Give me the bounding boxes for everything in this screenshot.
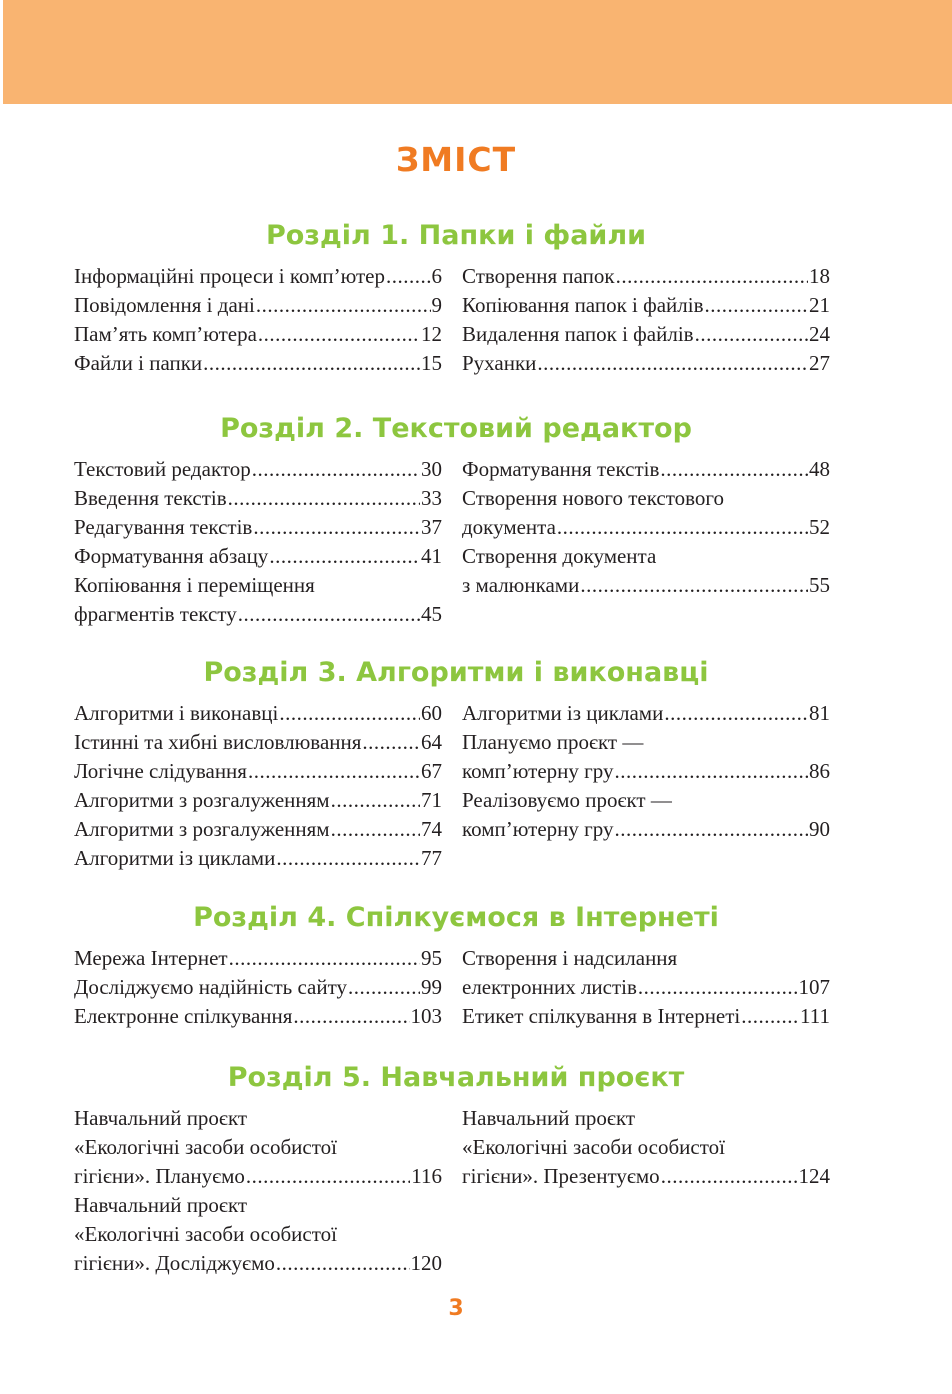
toc-entry-title-line: Навчальний проєкт	[74, 1106, 248, 1130]
toc-entry[interactable]	[462, 455, 830, 484]
toc-entry[interactable]	[74, 571, 442, 629]
dot-leader	[557, 513, 808, 542]
toc-entry-row	[462, 699, 830, 728]
toc-entry-row	[74, 484, 442, 513]
toc-entry-row	[74, 291, 442, 320]
toc-entry-row	[462, 349, 830, 378]
toc-column-right	[462, 455, 830, 600]
toc-entry-row	[74, 699, 442, 728]
dot-leader	[258, 320, 420, 349]
toc-column-right	[462, 262, 830, 378]
dot-leader	[537, 349, 808, 378]
toc-entry-row	[74, 786, 442, 815]
toc-entry-row	[462, 815, 830, 844]
dot-leader	[386, 262, 430, 291]
toc-entry-title: Видалення папок і файлів	[462, 322, 694, 346]
header-band	[3, 0, 952, 104]
toc-entry-page: 18	[809, 264, 830, 288]
toc-entry-title: Істинні та хибні висловлювання	[74, 730, 362, 754]
dot-leader	[661, 1162, 798, 1191]
toc-entry[interactable]	[462, 944, 830, 1002]
toc-entry[interactable]	[74, 1191, 442, 1278]
toc-entry-row	[74, 320, 442, 349]
toc-entry[interactable]	[74, 349, 442, 378]
toc-entry-row	[74, 1162, 442, 1191]
toc-entry-title-line: Навчальний проєкт	[74, 1193, 248, 1217]
toc-entry[interactable]	[462, 542, 830, 600]
dot-leader	[246, 1162, 410, 1191]
toc-entry-title-line: Реалізовуємо проєкт —	[462, 788, 672, 812]
toc-entry-title: Форматування текстів	[462, 457, 660, 481]
toc-entry-row	[74, 1002, 442, 1031]
toc-entry[interactable]	[462, 1002, 830, 1031]
toc-entry-row	[74, 455, 442, 484]
toc-entry-page: 55	[809, 573, 830, 597]
dot-leader	[276, 844, 420, 873]
toc-entry-page: 24	[809, 322, 830, 346]
toc-entry-page: 37	[421, 515, 442, 539]
toc-entry-row	[74, 600, 442, 629]
toc-entry-title: Введення текстів	[74, 486, 227, 510]
toc-entry[interactable]	[74, 728, 442, 757]
toc-entry-title: Мережа Інтернет	[74, 946, 228, 970]
toc-entry-title: Етикет спілкування в Інтернеті	[462, 1004, 741, 1028]
toc-entry-title: Текстовий редактор	[74, 457, 251, 481]
toc-entry-page: 103	[410, 1004, 442, 1028]
toc-entry-title-line: Навчальний проєкт	[462, 1106, 636, 1130]
dot-leader	[276, 1249, 410, 1278]
section-heading: Розділ 5. Навчальний проєкт	[227, 1062, 685, 1093]
toc-entry-title: Форматування абзацу	[74, 544, 269, 568]
toc-entry-row	[74, 728, 442, 757]
dot-leader	[705, 291, 808, 320]
toc-column-left	[74, 1104, 442, 1278]
toc-entry-row	[74, 757, 442, 786]
dot-leader	[660, 455, 808, 484]
toc-entry[interactable]	[74, 262, 442, 291]
dot-leader	[253, 513, 420, 542]
toc-entry[interactable]	[74, 484, 442, 513]
dot-leader	[580, 571, 808, 600]
toc-entry[interactable]	[462, 728, 830, 786]
toc-entry-title: Копіювання папок і файлів	[462, 293, 704, 317]
dot-leader	[638, 973, 798, 1002]
toc-entry-title: Алгоритми із циклами	[462, 701, 664, 725]
toc-entry-page: 95	[421, 946, 442, 970]
toc-entry[interactable]	[74, 815, 442, 844]
toc-entry-title: Алгоритми з розгалуженням	[74, 817, 330, 841]
toc-entry-page: 27	[809, 351, 830, 375]
toc-entry-page: 86	[809, 759, 830, 783]
dot-leader	[256, 291, 431, 320]
toc-entry-row	[462, 973, 830, 1002]
section-heading: Розділ 4. Спілкуємося в Інтернеті	[193, 902, 719, 933]
toc-entry[interactable]	[74, 1104, 442, 1191]
toc-entry-title: Пам’ять комп’ютера	[74, 322, 257, 346]
toc-entry-title-line: Створення документа	[462, 544, 657, 568]
toc-entry-row	[74, 513, 442, 542]
toc-entry-page: 90	[809, 817, 830, 841]
dot-leader	[228, 484, 420, 513]
toc-entry-title-line: Створення нового текстового	[462, 486, 724, 510]
toc-entry-title: Створення папок	[462, 264, 615, 288]
toc-entry[interactable]	[462, 786, 830, 844]
toc-entry-page: 64	[421, 730, 442, 754]
toc-entry-page: 60	[421, 701, 442, 725]
toc-column-right	[462, 1104, 830, 1191]
toc-entry-title-line: «Екологічні засоби особистої	[74, 1135, 337, 1159]
toc-entry-row	[462, 320, 830, 349]
dot-leader	[348, 973, 420, 1002]
dot-leader	[229, 944, 420, 973]
toc-entry[interactable]	[74, 757, 442, 786]
toc-entry-row	[74, 944, 442, 973]
toc-entry[interactable]	[74, 513, 442, 542]
toc-entry[interactable]	[74, 291, 442, 320]
dot-leader	[615, 757, 809, 786]
toc-entry[interactable]	[462, 699, 830, 728]
section-heading: Розділ 1. Папки і файли	[265, 220, 647, 251]
dot-leader	[248, 757, 420, 786]
dot-leader	[616, 262, 808, 291]
dot-leader	[362, 728, 420, 757]
dot-leader	[741, 1002, 799, 1031]
toc-entry-title: Алгоритми і виконавці	[74, 701, 279, 725]
toc-entry-title: Алгоритми з розгалуженням	[74, 788, 330, 812]
toc-entry-row	[74, 973, 442, 1002]
toc-entry-title: комп’ютерну гру	[462, 759, 614, 783]
toc-entry-page: 6	[431, 264, 442, 288]
toc-entry-page: 52	[809, 515, 830, 539]
toc-entry-page: 99	[421, 975, 442, 999]
toc-entry-row	[74, 542, 442, 571]
toc-entry[interactable]	[462, 1104, 830, 1191]
dot-leader	[238, 600, 420, 629]
toc-entry-page: 48	[809, 457, 830, 481]
toc-entry-title: гігієни». Досліджуємо	[74, 1251, 275, 1275]
dot-leader	[203, 349, 420, 378]
toc-entry-page: 15	[421, 351, 442, 375]
toc-entry-page: 45	[421, 602, 442, 626]
dot-leader	[331, 786, 420, 815]
dot-leader	[695, 320, 808, 349]
page-title: ЗМІСТ	[395, 140, 517, 179]
toc-entry-title: Логічне слідування	[74, 759, 247, 783]
toc-entry-page: 33	[421, 486, 442, 510]
toc-entry[interactable]	[74, 1002, 442, 1031]
toc-column-left	[74, 699, 442, 873]
toc-entry-page: 107	[798, 975, 830, 999]
toc-entry-title: Досліджуємо надійність сайту	[74, 975, 347, 999]
toc-entry-title-line: «Екологічні засоби особистої	[462, 1135, 725, 1159]
toc-entry-title: Алгоритми із циклами	[74, 846, 276, 870]
toc-entry-row	[462, 455, 830, 484]
toc-entry-row	[462, 513, 830, 542]
toc-entry[interactable]	[74, 320, 442, 349]
toc-entry[interactable]	[462, 291, 830, 320]
toc-entry-row	[462, 291, 830, 320]
toc-entry-title: Руханки	[462, 351, 537, 375]
dot-leader	[664, 699, 808, 728]
toc-entry-title: Електронне спілкування	[74, 1004, 293, 1028]
toc-entry-row	[74, 815, 442, 844]
toc-column-left	[74, 455, 442, 629]
dot-leader	[269, 542, 420, 571]
toc-entry[interactable]	[462, 484, 830, 542]
toc-entry-page: 9	[431, 293, 442, 317]
dot-leader	[252, 455, 420, 484]
toc-entry[interactable]	[74, 455, 442, 484]
toc-entry-title: гігієни». Плануємо	[74, 1164, 245, 1188]
toc-entry-title: Повідомлення і дані	[74, 293, 255, 317]
toc-entry[interactable]	[462, 262, 830, 291]
toc-entry-page: 41	[421, 544, 442, 568]
toc-entry-title: документа	[462, 515, 556, 539]
toc-entry-title: фрагментів тексту	[74, 602, 237, 626]
page-number: 3	[448, 1296, 464, 1321]
section-heading: Розділ 2. Текстовий редактор	[220, 413, 692, 444]
toc-entry-row	[462, 262, 830, 291]
toc-column-left	[74, 262, 442, 378]
toc-entry-page: 120	[410, 1251, 442, 1275]
section-heading: Розділ 3. Алгоритми і виконавці	[203, 657, 709, 688]
dot-leader	[615, 815, 809, 844]
dot-leader	[293, 1002, 409, 1031]
toc-entry-title: гігієни». Презентуємо	[462, 1164, 660, 1188]
toc-entry-page: 116	[411, 1164, 442, 1188]
toc-entry-page: 71	[421, 788, 442, 812]
toc-entry-page: 81	[809, 701, 830, 725]
toc-entry-page: 124	[798, 1164, 830, 1188]
dot-leader	[331, 815, 420, 844]
toc-entry-page: 21	[809, 293, 830, 317]
toc-entry[interactable]	[74, 542, 442, 571]
toc-entry-row	[74, 844, 442, 873]
toc-entry[interactable]	[74, 973, 442, 1002]
toc-entry-page: 30	[421, 457, 442, 481]
toc-entry-row	[462, 1162, 830, 1191]
dot-leader	[279, 699, 420, 728]
toc-entry[interactable]	[74, 786, 442, 815]
toc-entry-page: 111	[800, 1004, 830, 1028]
toc-entry[interactable]	[74, 944, 442, 973]
toc-entry-title: з малюнками	[462, 573, 580, 597]
toc-entry-title-line: Копіювання і переміщення	[74, 573, 315, 597]
toc-entry-row	[74, 1249, 442, 1278]
toc-entry[interactable]	[74, 844, 442, 873]
toc-entry[interactable]	[74, 699, 442, 728]
toc-entry-title: Редагування текстів	[74, 515, 253, 539]
toc-entry-title-line: «Екологічні засоби особистої	[74, 1222, 337, 1246]
toc-entry-title-line: Створення і надсилання	[462, 946, 678, 970]
toc-column-right	[462, 699, 830, 844]
toc-entry-page: 77	[421, 846, 442, 870]
toc-column-right	[462, 944, 830, 1031]
toc-entry-title: Інформаційні процеси і комп’ютер	[74, 264, 386, 288]
toc-entry[interactable]	[462, 320, 830, 349]
toc-entry-row	[462, 1002, 830, 1031]
toc-entry-row	[462, 571, 830, 600]
toc-entry[interactable]	[462, 349, 830, 378]
toc-entry-title: Файли і папки	[74, 351, 203, 375]
toc-entry-title-line: Плануємо проєкт —	[462, 730, 644, 754]
toc-entry-page: 67	[421, 759, 442, 783]
toc-column-left	[74, 944, 442, 1031]
toc-entry-title: електронних листів	[462, 975, 637, 999]
toc-entry-row	[462, 757, 830, 786]
toc-entry-title: комп’ютерну гру	[462, 817, 614, 841]
toc-entry-row	[74, 262, 442, 291]
toc-entry-page: 12	[421, 322, 442, 346]
toc-entry-page: 74	[421, 817, 442, 841]
toc-entry-row	[74, 349, 442, 378]
